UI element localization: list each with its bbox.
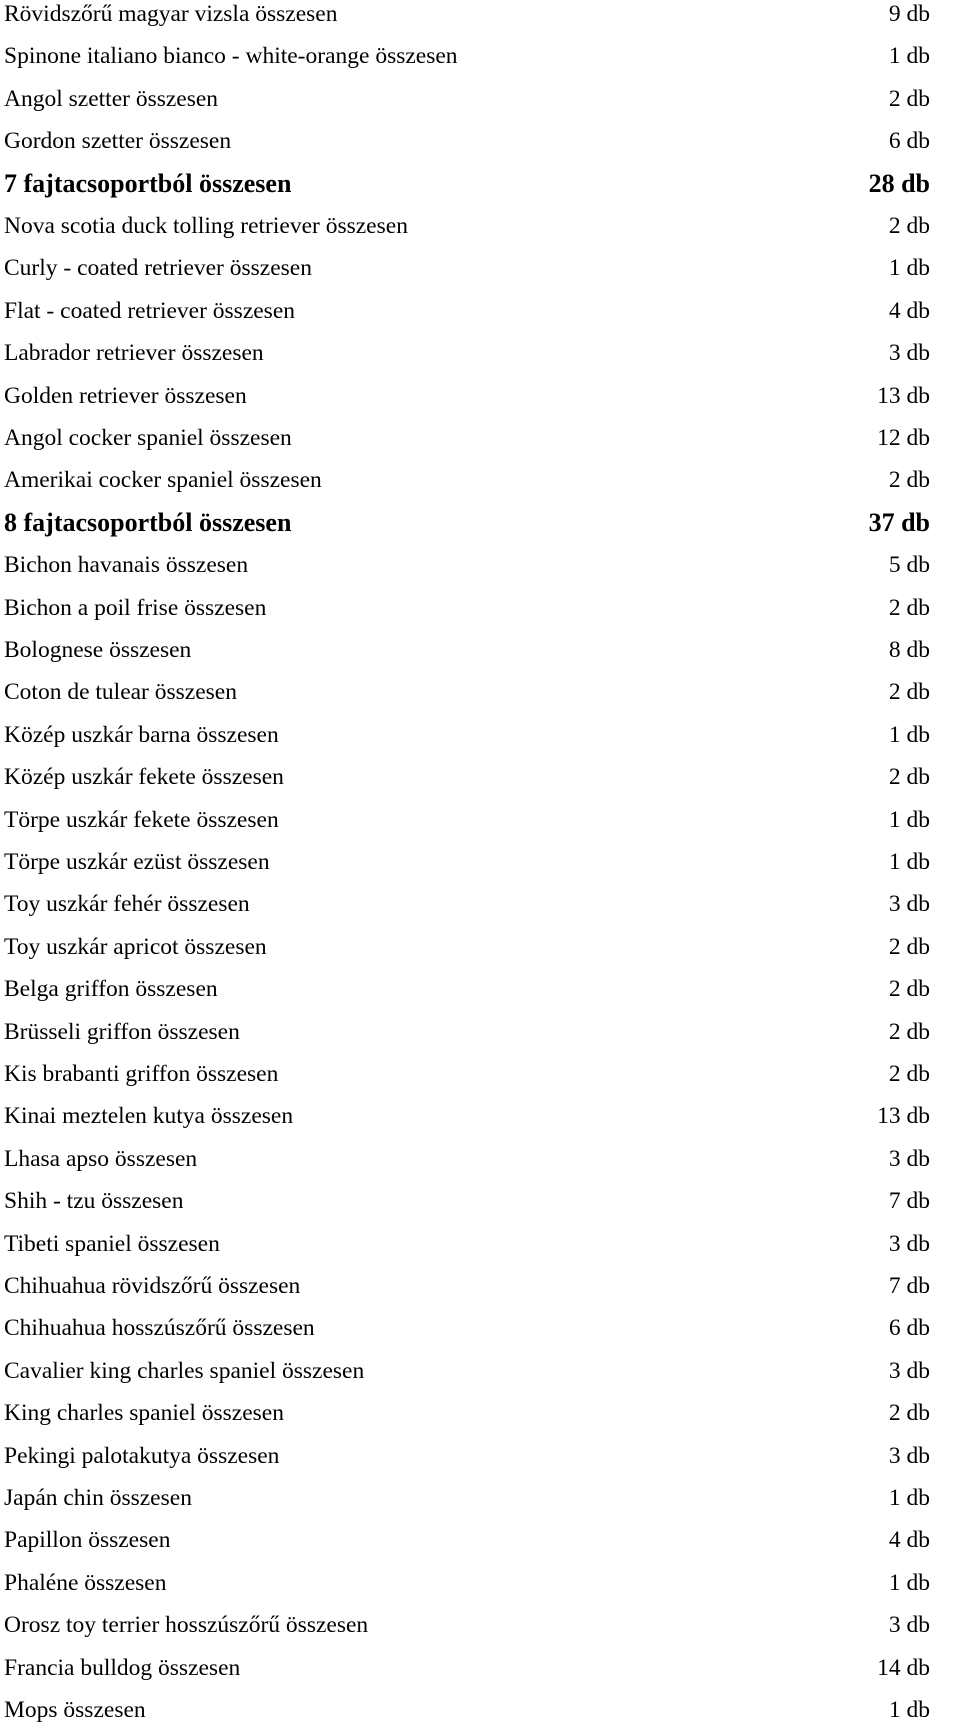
breed-count: 6 db xyxy=(888,128,930,155)
breed-count: 1 db xyxy=(888,849,930,875)
breed-row xyxy=(0,1272,960,1312)
breed-count: 2 db xyxy=(888,679,930,706)
breed-row xyxy=(0,1569,960,1609)
breed-label: Közép uszkár fekete összesen xyxy=(4,764,284,791)
breed-row xyxy=(0,1611,960,1651)
breed-count: 13 db xyxy=(877,1103,930,1130)
breed-label: Lhasa apso összesen xyxy=(4,1145,198,1172)
breed-row xyxy=(0,975,960,1015)
breed-row xyxy=(0,466,960,506)
breed-count: 2 db xyxy=(888,467,930,494)
breed-count: 2 db xyxy=(888,933,930,960)
breed-label: Orosz toy terrier hosszúszőrű összesen xyxy=(4,1612,369,1639)
breed-label: Kinai meztelen kutya összesen xyxy=(4,1103,294,1130)
breed-label: King charles spaniel összesen xyxy=(4,1400,284,1427)
breed-label: Kis brabanti griffon összesen xyxy=(4,1061,279,1087)
breed-count: 1 db xyxy=(888,1485,930,1511)
breed-label: Törpe uszkár fekete összesen xyxy=(4,806,279,833)
breed-row xyxy=(0,1442,960,1482)
group-total-count: 37 db xyxy=(868,507,930,537)
breed-count: 7 db xyxy=(888,1188,930,1215)
breed-label: Shih - tzu összesen xyxy=(4,1188,184,1215)
breed-count: 1 db xyxy=(888,43,930,70)
breed-row xyxy=(0,1102,960,1142)
breed-row xyxy=(0,1484,960,1524)
breed-row xyxy=(0,254,960,294)
breed-label: Törpe uszkár ezüst összesen xyxy=(4,849,270,875)
breed-count: 1 db xyxy=(888,721,930,748)
breed-count: 14 db xyxy=(877,1654,930,1681)
breed-row xyxy=(0,0,960,40)
breed-label: Mops összesen xyxy=(4,1697,146,1723)
breed-count: 2 db xyxy=(888,213,930,239)
breed-label: Angol cocker spaniel összesen xyxy=(4,425,292,451)
breed-count: 13 db xyxy=(877,382,930,409)
breed-label: Japán chin összesen xyxy=(4,1485,192,1511)
breed-label: Golden retriever összesen xyxy=(4,382,247,409)
breed-count: 9 db xyxy=(888,1,930,27)
breed-count: 3 db xyxy=(888,1145,930,1172)
breed-row xyxy=(0,127,960,167)
breed-row xyxy=(0,1696,960,1736)
breed-label: Cavalier king charles spaniel összesen xyxy=(4,1357,365,1384)
group-total-count: 28 db xyxy=(868,168,930,198)
breed-count: 1 db xyxy=(888,1697,930,1723)
breed-row xyxy=(0,763,960,803)
breed-label: Spinone italiano bianco - white-orange összesen xyxy=(4,43,458,70)
breed-label: Rövidszőrű magyar vizsla összesen xyxy=(4,1,338,27)
breed-row xyxy=(0,890,960,930)
breed-count: 6 db xyxy=(888,1315,930,1342)
breed-row xyxy=(0,1399,960,1439)
breed-count: 3 db xyxy=(888,340,930,367)
breed-row xyxy=(0,1018,960,1058)
breed-label: Brüsseli griffon összesen xyxy=(4,1018,240,1045)
breed-count: 3 db xyxy=(888,1357,930,1384)
group-total-row xyxy=(0,170,960,210)
breed-count: 7 db xyxy=(888,1273,930,1299)
breed-label: Belga griffon összesen xyxy=(4,976,218,1003)
breed-row xyxy=(0,636,960,676)
breed-row xyxy=(0,551,960,591)
breed-label: Flat - coated retriever összesen xyxy=(4,297,296,324)
breed-row xyxy=(0,1357,960,1397)
breed-row xyxy=(0,424,960,464)
breed-count: 3 db xyxy=(888,1612,930,1639)
breed-count: 2 db xyxy=(888,85,930,112)
breed-label: Toy uszkár fehér összesen xyxy=(4,891,250,918)
breed-row xyxy=(0,1145,960,1185)
breed-count: 2 db xyxy=(888,1018,930,1045)
breed-count: 3 db xyxy=(888,1230,930,1257)
breed-label: Toy uszkár apricot összesen xyxy=(4,933,267,960)
breed-count: 8 db xyxy=(888,637,930,663)
breed-row xyxy=(0,848,960,888)
breed-label: Tibeti spaniel összesen xyxy=(4,1230,220,1257)
breed-row xyxy=(0,1526,960,1566)
breed-count: 3 db xyxy=(888,891,930,918)
breed-row xyxy=(0,721,960,761)
breed-label: Nova scotia duck tolling retriever összesen xyxy=(4,213,408,239)
breed-count: 2 db xyxy=(888,764,930,791)
breed-label: Bichon havanais összesen xyxy=(4,552,249,579)
breed-label: Phaléne összesen xyxy=(4,1569,167,1596)
breed-count: 1 db xyxy=(888,806,930,833)
breed-count: 1 db xyxy=(888,255,930,282)
breed-label: Papillon összesen xyxy=(4,1527,171,1554)
group-total-label: 8 fajtacsoportból összesen xyxy=(4,507,292,537)
breed-count: 1 db xyxy=(888,1569,930,1596)
group-total-label: 7 fajtacsoportból összesen xyxy=(4,168,292,198)
breed-row xyxy=(0,1187,960,1227)
breed-count: 4 db xyxy=(888,297,930,324)
breed-label: Chihuahua hosszúszőrű összesen xyxy=(4,1315,315,1342)
breed-row xyxy=(0,85,960,125)
breed-count: 2 db xyxy=(888,1400,930,1427)
breed-count: 5 db xyxy=(888,552,930,579)
breed-label: Labrador retriever összesen xyxy=(4,340,264,367)
breed-count: 2 db xyxy=(888,1061,930,1087)
breed-count: 4 db xyxy=(888,1527,930,1554)
breed-row xyxy=(0,1060,960,1100)
breed-row xyxy=(0,339,960,379)
breed-label: Gordon szetter összesen xyxy=(4,128,232,155)
breed-row xyxy=(0,933,960,973)
breed-row xyxy=(0,806,960,846)
breed-row xyxy=(0,212,960,252)
group-total-row xyxy=(0,509,960,549)
breed-label: Coton de tulear összesen xyxy=(4,679,237,706)
breed-count: 2 db xyxy=(888,594,930,621)
breed-label: Közép uszkár barna összesen xyxy=(4,721,279,748)
breed-label: Bichon a poil frise összesen xyxy=(4,594,267,621)
breed-label: Francia bulldog összesen xyxy=(4,1654,241,1681)
breed-label: Pekingi palotakutya összesen xyxy=(4,1442,280,1469)
breed-row xyxy=(0,42,960,82)
breed-label: Angol szetter összesen xyxy=(4,85,219,112)
breed-row xyxy=(0,297,960,337)
breed-label: Chihuahua rövidszőrű összesen xyxy=(4,1273,301,1299)
breed-row xyxy=(0,678,960,718)
breed-label: Amerikai cocker spaniel összesen xyxy=(4,467,322,494)
breed-row xyxy=(0,594,960,634)
breed-count: 3 db xyxy=(888,1442,930,1469)
breed-row xyxy=(0,1230,960,1270)
breed-label: Bolognese összesen xyxy=(4,637,192,663)
breed-row xyxy=(0,1314,960,1354)
breed-label: Curly - coated retriever összesen xyxy=(4,255,312,282)
breed-row xyxy=(0,1654,960,1694)
breed-count: 2 db xyxy=(888,976,930,1003)
breed-row xyxy=(0,382,960,422)
breed-count: 12 db xyxy=(877,425,930,451)
